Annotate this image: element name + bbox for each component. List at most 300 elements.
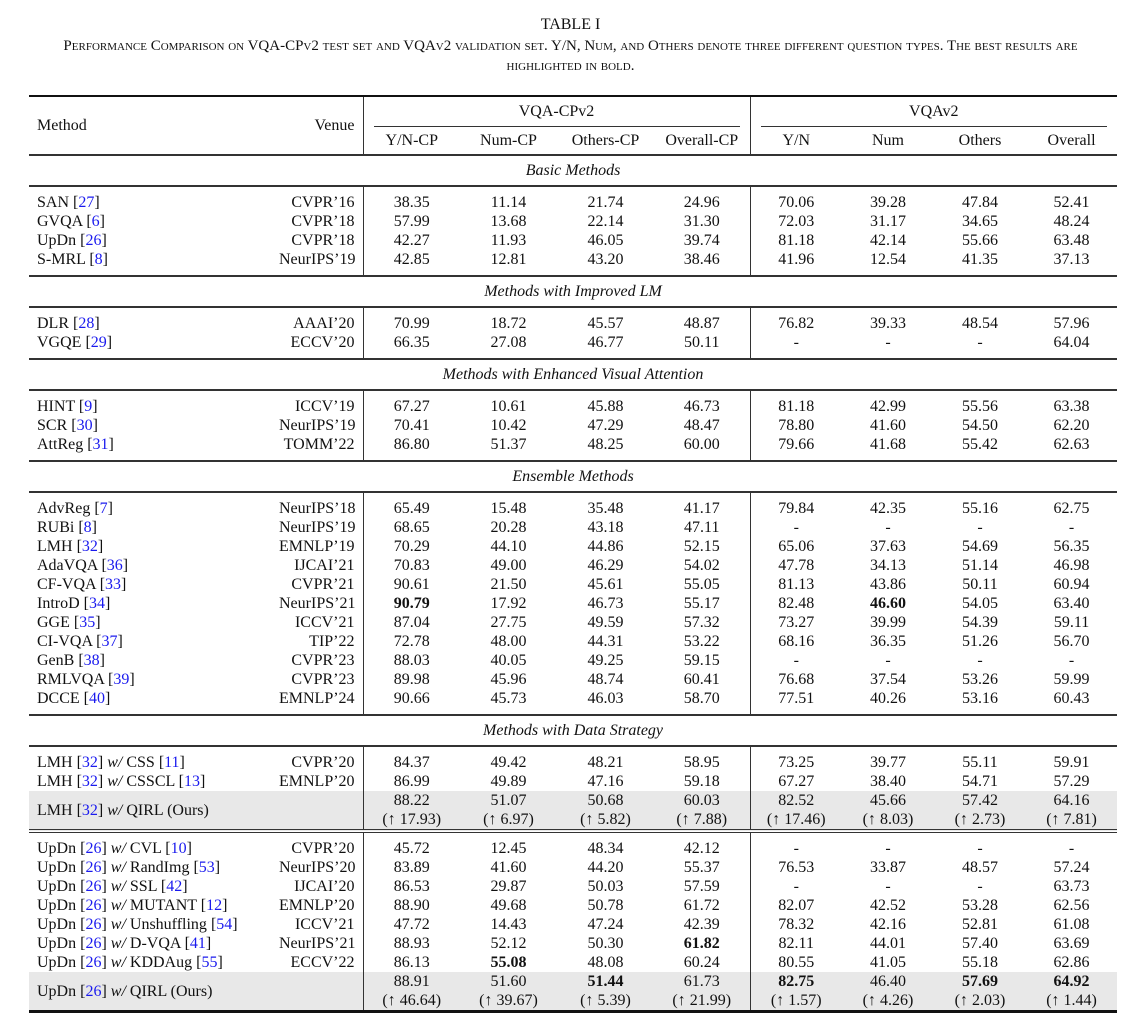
value: 46.40 bbox=[870, 973, 906, 990]
spacer-cell bbox=[460, 708, 557, 715]
spacer bbox=[29, 269, 1117, 276]
value: 57.42 bbox=[962, 792, 998, 809]
spacer-cell bbox=[29, 307, 279, 314]
vqa-cell bbox=[750, 791, 842, 831]
spacer-cell bbox=[842, 492, 934, 499]
venue-cell: ICCV’19 bbox=[294, 398, 355, 415]
vqa-cell bbox=[934, 877, 1026, 896]
table-row bbox=[29, 416, 1117, 435]
value: 63.48 bbox=[1053, 232, 1090, 249]
value: 39.28 bbox=[870, 194, 906, 211]
col-header-vqa: Overall bbox=[1047, 132, 1096, 149]
vqa-cell bbox=[842, 877, 934, 896]
vqa-cell bbox=[1026, 314, 1117, 333]
spacer-cell bbox=[460, 307, 557, 314]
cp-cell bbox=[557, 632, 654, 651]
citation-ref: 39 bbox=[113, 671, 130, 688]
cp-cell bbox=[557, 670, 654, 689]
spacer-cell bbox=[1026, 492, 1117, 499]
value: 70.99 bbox=[393, 315, 430, 332]
value: 31.30 bbox=[683, 213, 720, 230]
cp-cell bbox=[363, 632, 460, 651]
table-row bbox=[29, 651, 1117, 670]
vqa-cell bbox=[842, 858, 934, 877]
cp-cell bbox=[654, 613, 750, 632]
table-row bbox=[29, 193, 1117, 212]
value: 43.86 bbox=[870, 576, 906, 593]
venue-cell: NeurIPS’19 bbox=[279, 251, 356, 268]
value: 63.40 bbox=[1053, 595, 1090, 612]
col-header-vqa: Others bbox=[958, 132, 1002, 149]
value: 49.59 bbox=[587, 614, 624, 631]
value: 55.37 bbox=[683, 859, 720, 876]
vqa-cell bbox=[934, 670, 1026, 689]
cp-cell bbox=[654, 651, 750, 670]
vqa-cell bbox=[1026, 231, 1117, 250]
vqa-cell bbox=[934, 416, 1026, 435]
citation-ref: 7 bbox=[99, 500, 108, 517]
vqa-cell bbox=[750, 193, 842, 212]
spacer-cell bbox=[654, 454, 750, 461]
vqa-cell bbox=[1026, 397, 1117, 416]
spacer-cell bbox=[363, 352, 460, 359]
value: 42.27 bbox=[393, 232, 430, 249]
spacer-cell bbox=[842, 307, 934, 314]
cp-cell bbox=[557, 858, 654, 877]
cp-cell bbox=[557, 556, 654, 575]
with-label: w/ bbox=[110, 859, 126, 876]
citation-ref: 26 bbox=[85, 916, 102, 933]
cp-cell bbox=[363, 212, 460, 231]
modifier-name: D-VQA bbox=[129, 935, 181, 952]
value: 43.20 bbox=[587, 251, 624, 268]
value: 51.14 bbox=[962, 557, 998, 574]
table-row bbox=[29, 575, 1117, 594]
cp-cell bbox=[654, 416, 750, 435]
spacer-cell bbox=[363, 186, 460, 193]
vqa-cell bbox=[1026, 753, 1117, 772]
vqa-cell bbox=[1026, 839, 1117, 858]
venue-cell bbox=[279, 791, 363, 831]
value: 15.48 bbox=[490, 500, 527, 517]
citation-ref: 26 bbox=[85, 232, 102, 249]
value: 54.39 bbox=[962, 614, 998, 631]
cp-cell bbox=[654, 333, 750, 352]
spacer bbox=[29, 390, 1117, 397]
value: 48.34 bbox=[587, 840, 624, 857]
value: 14.43 bbox=[490, 916, 527, 933]
table-row bbox=[29, 435, 1117, 454]
value: 57.24 bbox=[1053, 859, 1090, 876]
cp-cell bbox=[557, 953, 654, 972]
results-table bbox=[29, 95, 1117, 1013]
modifier-name: SSL bbox=[129, 878, 157, 895]
value: 37.54 bbox=[870, 671, 906, 688]
value: 51.37 bbox=[490, 436, 527, 453]
cp-cell bbox=[460, 651, 557, 670]
value: 63.73 bbox=[1053, 878, 1090, 895]
venue-cell: EMNLP’19 bbox=[279, 538, 355, 555]
method-cell: VGQE [29] bbox=[37, 334, 113, 351]
spacer-cell bbox=[363, 390, 460, 397]
table-row bbox=[29, 839, 1117, 858]
vqa-cell bbox=[1026, 250, 1117, 269]
cp-cell bbox=[460, 953, 557, 972]
method-name: SAN bbox=[37, 194, 70, 211]
cp-cell bbox=[460, 915, 557, 934]
delta-value: (↑ 39.67) bbox=[479, 992, 538, 1009]
method-cell: UpDn [26] w/ RandImg [53] bbox=[37, 859, 221, 876]
spacer-cell bbox=[363, 269, 460, 276]
method-cell: UpDn [26] w/ QIRL (Ours) bbox=[29, 972, 279, 1010]
value: 47.78 bbox=[778, 557, 815, 574]
header-vqa-cpv2 bbox=[363, 96, 750, 127]
value: 52.15 bbox=[683, 538, 720, 555]
cp-cell bbox=[654, 575, 750, 594]
vqa-cell bbox=[750, 896, 842, 915]
cp-cell bbox=[460, 877, 557, 896]
vqa-cell bbox=[934, 537, 1026, 556]
venue-cell: EMNLP’20 bbox=[279, 773, 355, 790]
vqa-cell bbox=[1026, 594, 1117, 613]
table-row bbox=[29, 896, 1117, 915]
spacer-cell bbox=[29, 746, 279, 753]
method-name: GGE bbox=[37, 614, 70, 631]
cp-cell bbox=[557, 314, 654, 333]
vqa-cell bbox=[1026, 772, 1117, 791]
vqa-cell bbox=[842, 972, 934, 1010]
citation-ref: 28 bbox=[78, 315, 95, 332]
citation-ref: 40 bbox=[89, 690, 105, 707]
delta-value: (↑ 5.39) bbox=[580, 992, 631, 1009]
spacer-cell bbox=[279, 746, 363, 753]
method-name: UpDn bbox=[37, 982, 77, 1000]
table-row bbox=[29, 934, 1117, 953]
spacer-cell bbox=[460, 352, 557, 359]
method-name: VGQE bbox=[37, 334, 82, 351]
value: - bbox=[977, 878, 983, 895]
value: 89.98 bbox=[393, 671, 430, 688]
value: 38.40 bbox=[870, 773, 906, 790]
value: 31.17 bbox=[870, 213, 906, 230]
value: 49.42 bbox=[490, 754, 527, 771]
value: 46.73 bbox=[587, 595, 624, 612]
vqa-cell bbox=[842, 772, 934, 791]
citation-ref: 26 bbox=[85, 954, 102, 971]
citation-ref: 34 bbox=[88, 595, 105, 612]
header-row-groups bbox=[29, 96, 1117, 127]
table-row bbox=[29, 212, 1117, 231]
cp-cell bbox=[460, 397, 557, 416]
vqa-cell bbox=[750, 934, 842, 953]
value: 82.11 bbox=[778, 935, 814, 952]
table-row bbox=[29, 753, 1117, 772]
cp-cell bbox=[363, 314, 460, 333]
method-cell: UpDn [26] w/ MUTANT [12] bbox=[37, 897, 228, 914]
vqa-cell bbox=[1026, 689, 1117, 708]
cp-cell bbox=[460, 594, 557, 613]
value: 78.80 bbox=[778, 417, 815, 434]
section-header bbox=[29, 276, 1117, 307]
value: - bbox=[793, 840, 799, 857]
section-title: Basic Methods bbox=[29, 155, 1117, 186]
value: 60.94 bbox=[1053, 576, 1090, 593]
value: 55.11 bbox=[962, 754, 998, 771]
vqa-cell bbox=[1026, 791, 1117, 831]
cp-cell bbox=[460, 772, 557, 791]
with-label: w/ bbox=[110, 935, 126, 952]
value: - bbox=[977, 519, 983, 536]
value: 13.68 bbox=[490, 213, 527, 230]
method-cell: LMH [32] w/ QIRL (Ours) bbox=[29, 791, 279, 831]
value: 76.82 bbox=[778, 315, 815, 332]
spacer-cell bbox=[29, 454, 279, 461]
with-label: w/ bbox=[110, 897, 126, 914]
value: 41.05 bbox=[870, 954, 906, 971]
method-cell: LMH [32] w/ CSS [11] bbox=[37, 754, 185, 771]
vqa-cell bbox=[1026, 435, 1117, 454]
value: 82.75 bbox=[778, 973, 815, 990]
value: 11.14 bbox=[490, 194, 527, 211]
cp-cell bbox=[363, 518, 460, 537]
delta-value: (↑ 1.57) bbox=[770, 992, 822, 1009]
cp-cell bbox=[654, 632, 750, 651]
value: 59.99 bbox=[1053, 671, 1090, 688]
vqa-cell bbox=[750, 556, 842, 575]
value: 61.72 bbox=[683, 897, 720, 914]
vqa-cell bbox=[842, 499, 934, 518]
spacer-cell bbox=[1026, 746, 1117, 753]
value: 52.41 bbox=[1053, 194, 1090, 211]
citation-ref: 36 bbox=[106, 557, 123, 574]
value: - bbox=[1068, 652, 1075, 669]
method-name: SCR bbox=[37, 417, 68, 434]
cp-cell bbox=[557, 613, 654, 632]
value: 65.49 bbox=[393, 500, 430, 517]
value: 76.68 bbox=[778, 671, 815, 688]
value: 60.41 bbox=[683, 671, 720, 688]
value: 53.26 bbox=[962, 671, 998, 688]
citation-ref: 9 bbox=[84, 398, 93, 415]
value: 81.18 bbox=[778, 232, 815, 249]
method-cell: LMH [32] w/ CSSCL [13] bbox=[37, 773, 206, 790]
value: 90.79 bbox=[393, 595, 430, 612]
value: 53.22 bbox=[683, 633, 720, 650]
citation-ref: 26 bbox=[85, 982, 102, 1000]
venue-cell: CVPR’20 bbox=[291, 754, 355, 771]
value: 57.99 bbox=[393, 213, 430, 230]
method-name: RUBi bbox=[37, 519, 75, 536]
vqa-cell bbox=[842, 896, 934, 915]
cp-cell bbox=[363, 877, 460, 896]
cp-cell bbox=[363, 915, 460, 934]
cp-cell bbox=[460, 896, 557, 915]
value: 54.50 bbox=[962, 417, 998, 434]
value: 86.13 bbox=[393, 954, 430, 971]
cp-cell bbox=[363, 934, 460, 953]
method-cell: AdaVQA [36] bbox=[37, 557, 129, 574]
citation-ref: 32 bbox=[81, 773, 98, 790]
table-row bbox=[29, 397, 1117, 416]
vqa-cell bbox=[934, 250, 1026, 269]
method-cell: CI-VQA [37] bbox=[37, 633, 123, 650]
spacer-cell bbox=[557, 307, 654, 314]
cp-cell bbox=[557, 594, 654, 613]
venue-cell: NeurIPS’20 bbox=[279, 859, 356, 876]
delta-value: (↑ 7.88) bbox=[676, 811, 728, 828]
value: 41.60 bbox=[490, 859, 527, 876]
value: - bbox=[1068, 519, 1075, 536]
method-name: LMH bbox=[37, 801, 73, 819]
cp-cell bbox=[557, 896, 654, 915]
citation-ref: 31 bbox=[92, 436, 109, 453]
value: 39.99 bbox=[870, 614, 906, 631]
value: 51.44 bbox=[587, 973, 624, 990]
spacer-cell bbox=[363, 454, 460, 461]
value: 38.35 bbox=[393, 194, 430, 211]
value: 65.06 bbox=[778, 538, 815, 555]
value: 34.65 bbox=[962, 213, 998, 230]
modifier-name: Unshuffling bbox=[129, 916, 207, 933]
method-cell: GenB [38] bbox=[37, 652, 105, 669]
spacer-cell bbox=[842, 269, 934, 276]
value: 48.74 bbox=[587, 671, 624, 688]
vqa-cell bbox=[842, 333, 934, 352]
value: 42.14 bbox=[870, 232, 906, 249]
value: 51.07 bbox=[490, 792, 527, 809]
delta-value: (↑ 1.44) bbox=[1046, 992, 1097, 1009]
vqa-cell bbox=[1026, 575, 1117, 594]
spacer-cell bbox=[842, 708, 934, 715]
method-name: UpDn bbox=[37, 232, 77, 249]
cp-cell bbox=[460, 613, 557, 632]
value: 42.35 bbox=[870, 500, 906, 517]
vqa-cell bbox=[842, 594, 934, 613]
method-cell: UpDn [26] w/ KDDAug [55] bbox=[37, 954, 223, 971]
value: 39.74 bbox=[683, 232, 720, 249]
value: - bbox=[885, 840, 891, 857]
cp-cell bbox=[363, 651, 460, 670]
method-cell: DCCE [40] bbox=[37, 690, 111, 707]
value: 83.89 bbox=[393, 859, 430, 876]
spacer-cell bbox=[654, 307, 750, 314]
spacer-cell bbox=[1026, 186, 1117, 193]
section-header bbox=[29, 461, 1117, 492]
table-row bbox=[29, 537, 1117, 556]
method-name: AttReg bbox=[37, 436, 84, 453]
vqa-cell bbox=[750, 594, 842, 613]
with-label: w/ bbox=[110, 982, 126, 1000]
value: 17.92 bbox=[490, 595, 527, 612]
delta-value: (↑ 5.82) bbox=[580, 811, 631, 828]
spacer-cell bbox=[557, 708, 654, 715]
table-row-ours bbox=[29, 972, 1117, 1010]
value: 44.86 bbox=[587, 538, 624, 555]
value: 48.00 bbox=[490, 633, 527, 650]
cp-cell bbox=[460, 314, 557, 333]
cp-cell bbox=[363, 193, 460, 212]
value: 62.86 bbox=[1053, 954, 1090, 971]
cp-cell bbox=[363, 896, 460, 915]
cp-cell bbox=[557, 193, 654, 212]
value: 52.81 bbox=[962, 916, 998, 933]
method-name: LMH bbox=[37, 538, 73, 555]
cp-cell bbox=[460, 250, 557, 269]
cp-cell bbox=[557, 877, 654, 896]
table-caption: Performance Comparison on VQA-CPv2 test set and VQAv2 validation set. Y/N, Num, and Others denote three different question types. The best results are highlighted in bold. bbox=[63, 38, 1078, 74]
spacer-cell bbox=[934, 390, 1026, 397]
value: 41.35 bbox=[962, 251, 998, 268]
value: 46.05 bbox=[587, 232, 624, 249]
value: 62.20 bbox=[1053, 417, 1090, 434]
value: 18.72 bbox=[490, 315, 527, 332]
value: 63.69 bbox=[1053, 935, 1090, 952]
value: 73.27 bbox=[778, 614, 815, 631]
venue-cell: CVPR’16 bbox=[291, 194, 355, 211]
value: 42.52 bbox=[870, 897, 906, 914]
modifier-name: CSS bbox=[126, 754, 155, 771]
method-cell: CF-VQA [33] bbox=[37, 576, 127, 593]
cp-cell bbox=[557, 575, 654, 594]
vqa-cell bbox=[842, 753, 934, 772]
cp-cell bbox=[460, 499, 557, 518]
value: 67.27 bbox=[393, 398, 430, 415]
value: 49.89 bbox=[490, 773, 527, 790]
spacer-cell bbox=[842, 186, 934, 193]
cp-cell bbox=[363, 753, 460, 772]
citation-ref: 8 bbox=[83, 519, 92, 536]
section-header bbox=[29, 715, 1117, 746]
method-name: AdaVQA bbox=[37, 557, 98, 574]
table-row bbox=[29, 877, 1117, 896]
citation-ref: 26 bbox=[85, 859, 102, 876]
value: 81.13 bbox=[778, 576, 815, 593]
method-cell: SCR [30] bbox=[37, 417, 98, 434]
value: 79.84 bbox=[778, 500, 815, 517]
spacer-cell bbox=[1026, 454, 1117, 461]
vqa-cell bbox=[934, 435, 1026, 454]
value: 72.78 bbox=[393, 633, 430, 650]
vqa-cell bbox=[1026, 877, 1117, 896]
vqa-cell bbox=[1026, 416, 1117, 435]
cp-cell bbox=[460, 670, 557, 689]
spacer bbox=[29, 708, 1117, 715]
value: 42.85 bbox=[393, 251, 430, 268]
spacer-cell bbox=[654, 352, 750, 359]
cp-cell bbox=[557, 416, 654, 435]
cp-cell bbox=[557, 972, 654, 1010]
value: - bbox=[793, 878, 799, 895]
cp-cell bbox=[557, 231, 654, 250]
vqa-cell bbox=[842, 613, 934, 632]
vqa-cell bbox=[750, 953, 842, 972]
value: 58.95 bbox=[683, 754, 720, 771]
value: - bbox=[885, 519, 891, 536]
value: 68.65 bbox=[393, 519, 430, 536]
table-row bbox=[29, 772, 1117, 791]
spacer-cell bbox=[1026, 307, 1117, 314]
value: 72.03 bbox=[778, 213, 815, 230]
value: 35.48 bbox=[587, 500, 624, 517]
citation-ref: 33 bbox=[105, 576, 122, 593]
value: 59.15 bbox=[683, 652, 720, 669]
vqa-cell bbox=[934, 231, 1026, 250]
value: 88.22 bbox=[393, 792, 430, 809]
vqa-cell bbox=[934, 972, 1026, 1010]
vqa-cell bbox=[934, 556, 1026, 575]
spacer-cell bbox=[363, 492, 460, 499]
citation-ref: 35 bbox=[79, 614, 96, 631]
